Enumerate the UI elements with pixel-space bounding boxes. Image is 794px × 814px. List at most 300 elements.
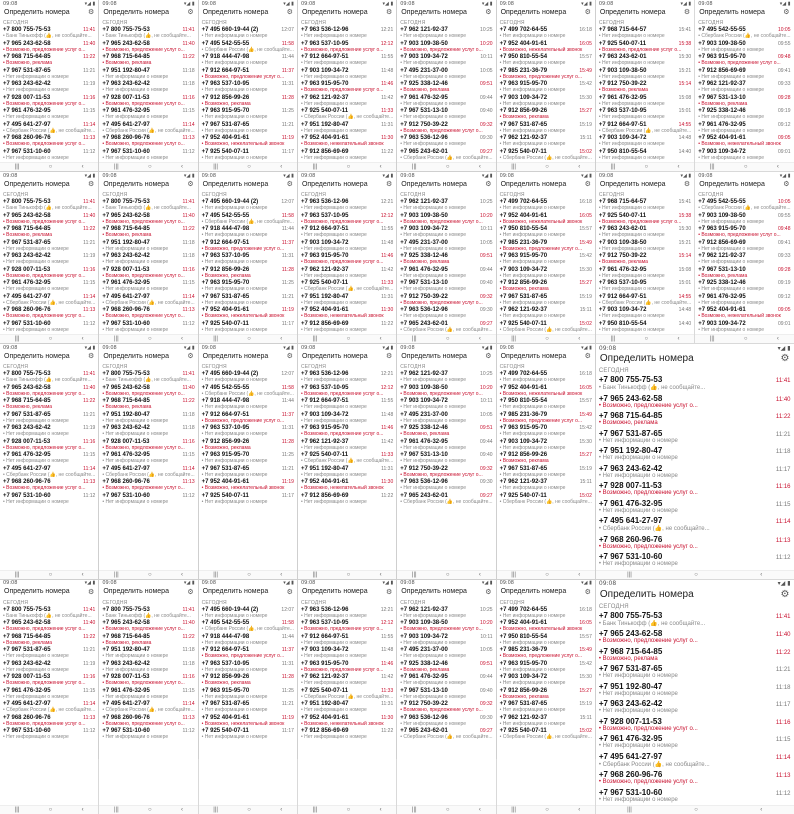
list-item[interactable] xyxy=(102,54,194,66)
back-icon[interactable]: ‹ xyxy=(280,164,282,170)
list-item[interactable] xyxy=(500,81,592,93)
back-icon[interactable]: ‹ xyxy=(181,572,183,578)
back-icon[interactable]: ‹ xyxy=(82,572,84,578)
list-item[interactable] xyxy=(301,647,393,659)
list-item[interactable] xyxy=(698,95,790,107)
list-item[interactable] xyxy=(698,68,790,80)
list-item[interactable] xyxy=(500,493,592,505)
home-icon[interactable]: ○ xyxy=(347,807,351,813)
list-item[interactable] xyxy=(500,715,592,727)
list-item[interactable] xyxy=(599,81,691,93)
menu-icon[interactable]: ||| xyxy=(511,164,516,170)
list-item[interactable] xyxy=(301,294,393,306)
list-item[interactable] xyxy=(500,280,592,292)
list-item[interactable] xyxy=(3,213,95,225)
list-item[interactable] xyxy=(202,607,294,619)
back-icon[interactable]: ‹ xyxy=(479,807,481,813)
list-item[interactable] xyxy=(102,371,194,383)
list-item[interactable] xyxy=(301,213,393,225)
list-item[interactable] xyxy=(3,479,95,491)
list-item[interactable] xyxy=(599,226,691,238)
back-icon[interactable]: ‹ xyxy=(479,164,481,170)
list-item[interactable] xyxy=(599,552,791,567)
list-item[interactable] xyxy=(301,41,393,53)
list-item[interactable] xyxy=(698,199,790,211)
list-item[interactable] xyxy=(599,629,791,644)
list-item[interactable] xyxy=(400,439,492,451)
list-item[interactable] xyxy=(202,466,294,478)
menu-icon[interactable]: ||| xyxy=(511,572,516,578)
list-item[interactable] xyxy=(3,715,95,727)
list-item[interactable] xyxy=(202,81,294,93)
list-item[interactable] xyxy=(301,81,393,93)
list-item[interactable] xyxy=(301,267,393,279)
list-item[interactable] xyxy=(102,321,194,333)
back-icon[interactable]: ‹ xyxy=(760,807,762,813)
list-item[interactable] xyxy=(599,122,691,134)
list-item[interactable] xyxy=(3,466,95,478)
list-item[interactable] xyxy=(400,108,492,120)
list-item[interactable] xyxy=(400,688,492,700)
list-item[interactable] xyxy=(202,108,294,120)
list-item[interactable] xyxy=(500,41,592,53)
list-item[interactable] xyxy=(500,385,592,397)
list-item[interactable] xyxy=(500,135,592,147)
list-item[interactable] xyxy=(202,307,294,319)
list-item[interactable] xyxy=(599,611,791,627)
list-item[interactable] xyxy=(698,307,790,319)
list-item[interactable] xyxy=(500,267,592,279)
menu-icon[interactable]: ||| xyxy=(412,336,417,342)
list-item[interactable] xyxy=(3,634,95,646)
menu-icon[interactable]: ||| xyxy=(213,807,218,813)
list-item[interactable] xyxy=(400,135,492,147)
list-item[interactable] xyxy=(400,240,492,252)
menu-icon[interactable]: ||| xyxy=(611,164,616,170)
list-item[interactable] xyxy=(599,664,791,679)
menu-icon[interactable]: ||| xyxy=(627,572,632,578)
list-item[interactable] xyxy=(3,149,95,161)
back-icon[interactable]: ‹ xyxy=(181,807,183,813)
list-item[interactable] xyxy=(3,280,95,292)
gear-icon[interactable]: ⚙ xyxy=(684,180,690,188)
list-item[interactable] xyxy=(202,253,294,265)
back-icon[interactable]: ‹ xyxy=(380,336,382,342)
list-item[interactable] xyxy=(599,149,691,161)
list-item[interactable] xyxy=(500,398,592,410)
list-item[interactable] xyxy=(102,213,194,225)
list-item[interactable] xyxy=(202,213,294,225)
list-item[interactable] xyxy=(102,661,194,673)
list-item[interactable] xyxy=(698,280,790,292)
list-item[interactable] xyxy=(500,674,592,686)
list-item[interactable] xyxy=(102,280,194,292)
gear-icon[interactable]: ⚙ xyxy=(187,352,193,360)
list-item[interactable] xyxy=(3,385,95,397)
list-item[interactable] xyxy=(202,452,294,464)
list-item[interactable] xyxy=(599,199,691,211)
list-item[interactable] xyxy=(102,149,194,161)
list-item[interactable] xyxy=(202,398,294,410)
list-item[interactable] xyxy=(400,294,492,306)
list-item[interactable] xyxy=(400,41,492,53)
list-item[interactable] xyxy=(400,412,492,424)
list-item[interactable] xyxy=(102,634,194,646)
list-item[interactable] xyxy=(3,122,95,134)
list-item[interactable] xyxy=(202,425,294,437)
list-item[interactable] xyxy=(102,95,194,107)
back-icon[interactable]: ‹ xyxy=(181,164,183,170)
gear-icon[interactable]: ⚙ xyxy=(187,8,193,16)
list-item[interactable] xyxy=(102,479,194,491)
list-item[interactable] xyxy=(202,280,294,292)
list-item[interactable] xyxy=(301,439,393,451)
list-item[interactable] xyxy=(698,81,790,93)
back-icon[interactable]: ‹ xyxy=(760,572,762,578)
list-item[interactable] xyxy=(3,95,95,107)
list-item[interactable] xyxy=(301,108,393,120)
list-item[interactable] xyxy=(202,54,294,66)
back-icon[interactable]: ‹ xyxy=(380,164,382,170)
back-icon[interactable]: ‹ xyxy=(777,164,779,170)
gear-icon[interactable]: ⚙ xyxy=(684,8,690,16)
list-item[interactable] xyxy=(3,294,95,306)
list-item[interactable] xyxy=(599,446,791,461)
menu-icon[interactable]: ||| xyxy=(313,807,318,813)
gear-icon[interactable]: ⚙ xyxy=(485,8,491,16)
list-item[interactable] xyxy=(500,213,592,225)
list-item[interactable] xyxy=(202,149,294,161)
list-item[interactable] xyxy=(698,27,790,39)
home-icon[interactable]: ○ xyxy=(446,164,450,170)
list-item[interactable] xyxy=(500,199,592,211)
back-icon[interactable]: ‹ xyxy=(578,807,580,813)
list-item[interactable] xyxy=(3,68,95,80)
list-item[interactable] xyxy=(102,267,194,279)
list-item[interactable] xyxy=(102,493,194,505)
list-item[interactable] xyxy=(3,108,95,120)
list-item[interactable] xyxy=(400,321,492,333)
list-item[interactable] xyxy=(3,439,95,451)
list-item[interactable] xyxy=(400,95,492,107)
list-item[interactable] xyxy=(500,439,592,451)
list-item[interactable] xyxy=(3,240,95,252)
list-item[interactable] xyxy=(102,81,194,93)
list-item[interactable] xyxy=(3,398,95,410)
list-item[interactable] xyxy=(102,701,194,713)
list-item[interactable] xyxy=(599,267,691,279)
list-item[interactable] xyxy=(500,54,592,66)
list-item[interactable] xyxy=(301,385,393,397)
list-item[interactable] xyxy=(3,412,95,424)
back-icon[interactable]: ‹ xyxy=(280,807,282,813)
list-item[interactable] xyxy=(102,466,194,478)
list-item[interactable] xyxy=(599,375,791,391)
menu-icon[interactable]: ||| xyxy=(15,807,20,813)
gear-icon[interactable]: ⚙ xyxy=(88,588,94,596)
list-item[interactable] xyxy=(301,226,393,238)
home-icon[interactable]: ○ xyxy=(247,336,251,342)
list-item[interactable] xyxy=(698,135,790,147)
list-item[interactable] xyxy=(400,728,492,740)
menu-icon[interactable]: ||| xyxy=(412,807,417,813)
list-item[interactable] xyxy=(400,385,492,397)
list-item[interactable] xyxy=(400,466,492,478)
list-item[interactable] xyxy=(102,647,194,659)
list-item[interactable] xyxy=(102,68,194,80)
list-item[interactable] xyxy=(301,398,393,410)
list-item[interactable] xyxy=(3,81,95,93)
list-item[interactable] xyxy=(400,715,492,727)
list-item[interactable] xyxy=(400,199,492,211)
list-item[interactable] xyxy=(698,213,790,225)
gear-icon[interactable]: ⚙ xyxy=(386,180,392,188)
list-item[interactable] xyxy=(102,398,194,410)
back-icon[interactable]: ‹ xyxy=(280,572,282,578)
list-item[interactable] xyxy=(400,701,492,713)
menu-icon[interactable]: ||| xyxy=(15,572,20,578)
list-item[interactable] xyxy=(599,253,691,265)
list-item[interactable] xyxy=(202,41,294,53)
list-item[interactable] xyxy=(301,674,393,686)
gear-icon[interactable]: ⚙ xyxy=(783,180,789,188)
list-item[interactable] xyxy=(599,752,791,768)
list-item[interactable] xyxy=(102,199,194,211)
list-item[interactable] xyxy=(3,54,95,66)
list-item[interactable] xyxy=(202,479,294,491)
list-item[interactable] xyxy=(102,135,194,147)
list-item[interactable] xyxy=(102,688,194,700)
gear-icon[interactable]: ⚙ xyxy=(485,180,491,188)
back-icon[interactable]: ‹ xyxy=(578,336,580,342)
list-item[interactable] xyxy=(698,149,790,161)
back-icon[interactable]: ‹ xyxy=(678,164,680,170)
list-item[interactable] xyxy=(301,54,393,66)
list-item[interactable] xyxy=(500,634,592,646)
back-icon[interactable]: ‹ xyxy=(479,572,481,578)
home-icon[interactable]: ○ xyxy=(148,164,152,170)
home-icon[interactable]: ○ xyxy=(148,336,152,342)
back-icon[interactable]: ‹ xyxy=(82,164,84,170)
list-item[interactable] xyxy=(599,294,691,306)
list-item[interactable] xyxy=(301,479,393,491)
list-item[interactable] xyxy=(500,607,592,619)
menu-icon[interactable]: ||| xyxy=(710,336,715,342)
menu-icon[interactable]: ||| xyxy=(213,336,218,342)
gear-icon[interactable]: ⚙ xyxy=(187,588,193,596)
menu-icon[interactable]: ||| xyxy=(511,336,516,342)
list-item[interactable] xyxy=(102,412,194,424)
list-item[interactable] xyxy=(202,701,294,713)
gear-icon[interactable]: ⚙ xyxy=(783,8,789,16)
list-item[interactable] xyxy=(202,493,294,505)
list-item[interactable] xyxy=(301,493,393,505)
back-icon[interactable]: ‹ xyxy=(82,336,84,342)
list-item[interactable] xyxy=(599,516,791,532)
list-item[interactable] xyxy=(599,717,791,732)
list-item[interactable] xyxy=(202,728,294,740)
list-item[interactable] xyxy=(599,41,691,53)
home-icon[interactable]: ○ xyxy=(694,572,698,578)
list-item[interactable] xyxy=(400,398,492,410)
home-icon[interactable]: ○ xyxy=(744,336,748,342)
list-item[interactable] xyxy=(698,122,790,134)
list-item[interactable] xyxy=(202,199,294,211)
list-item[interactable] xyxy=(599,280,691,292)
menu-icon[interactable]: ||| xyxy=(114,336,119,342)
list-item[interactable] xyxy=(102,307,194,319)
list-item[interactable] xyxy=(3,452,95,464)
gear-icon[interactable]: ⚙ xyxy=(386,8,392,16)
list-item[interactable] xyxy=(301,149,393,161)
list-item[interactable] xyxy=(202,412,294,424)
list-item[interactable] xyxy=(301,452,393,464)
list-item[interactable] xyxy=(202,385,294,397)
list-item[interactable] xyxy=(3,647,95,659)
list-item[interactable] xyxy=(400,647,492,659)
list-item[interactable] xyxy=(400,27,492,39)
gear-icon[interactable]: ⚙ xyxy=(585,8,591,16)
list-item[interactable] xyxy=(202,122,294,134)
gear-icon[interactable]: ⚙ xyxy=(485,352,491,360)
list-item[interactable] xyxy=(3,493,95,505)
list-item[interactable] xyxy=(202,240,294,252)
gear-icon[interactable]: ⚙ xyxy=(287,8,293,16)
list-item[interactable] xyxy=(599,429,791,444)
list-item[interactable] xyxy=(500,661,592,673)
list-item[interactable] xyxy=(301,135,393,147)
home-icon[interactable]: ○ xyxy=(49,336,53,342)
list-item[interactable] xyxy=(599,481,791,496)
list-item[interactable] xyxy=(500,95,592,107)
list-item[interactable] xyxy=(301,715,393,727)
home-icon[interactable]: ○ xyxy=(545,572,549,578)
list-item[interactable] xyxy=(599,321,691,333)
list-item[interactable] xyxy=(698,108,790,120)
list-item[interactable] xyxy=(599,95,691,107)
list-item[interactable] xyxy=(500,466,592,478)
list-item[interactable] xyxy=(400,661,492,673)
list-item[interactable] xyxy=(3,701,95,713)
list-item[interactable] xyxy=(698,226,790,238)
list-item[interactable] xyxy=(599,68,691,80)
list-item[interactable] xyxy=(599,213,691,225)
list-item[interactable] xyxy=(698,253,790,265)
gear-icon[interactable]: ⚙ xyxy=(287,180,293,188)
list-item[interactable] xyxy=(202,95,294,107)
list-item[interactable] xyxy=(301,620,393,632)
list-item[interactable] xyxy=(500,452,592,464)
list-item[interactable] xyxy=(3,135,95,147)
list-item[interactable] xyxy=(599,699,791,714)
list-item[interactable] xyxy=(500,27,592,39)
back-icon[interactable]: ‹ xyxy=(479,336,481,342)
list-item[interactable] xyxy=(500,122,592,134)
list-item[interactable] xyxy=(301,728,393,740)
list-item[interactable] xyxy=(500,307,592,319)
menu-icon[interactable]: ||| xyxy=(114,164,119,170)
list-item[interactable] xyxy=(102,728,194,740)
list-item[interactable] xyxy=(102,253,194,265)
list-item[interactable] xyxy=(400,267,492,279)
list-item[interactable] xyxy=(3,226,95,238)
list-item[interactable] xyxy=(102,41,194,53)
menu-icon[interactable]: ||| xyxy=(611,336,616,342)
list-item[interactable] xyxy=(500,321,592,333)
list-item[interactable] xyxy=(3,607,95,619)
menu-icon[interactable]: ||| xyxy=(213,164,218,170)
list-item[interactable] xyxy=(102,108,194,120)
list-item[interactable] xyxy=(500,253,592,265)
list-item[interactable] xyxy=(400,280,492,292)
home-icon[interactable]: ○ xyxy=(744,164,748,170)
list-item[interactable] xyxy=(301,240,393,252)
back-icon[interactable]: ‹ xyxy=(380,807,382,813)
list-item[interactable] xyxy=(599,464,791,479)
list-item[interactable] xyxy=(3,674,95,686)
menu-icon[interactable]: ||| xyxy=(511,807,516,813)
list-item[interactable] xyxy=(202,439,294,451)
list-item[interactable] xyxy=(202,321,294,333)
gear-icon[interactable]: ⚙ xyxy=(585,180,591,188)
home-icon[interactable]: ○ xyxy=(446,807,450,813)
home-icon[interactable]: ○ xyxy=(49,164,53,170)
list-item[interactable] xyxy=(500,294,592,306)
list-item[interactable] xyxy=(698,41,790,53)
home-icon[interactable]: ○ xyxy=(446,572,450,578)
list-item[interactable] xyxy=(3,688,95,700)
menu-icon[interactable]: ||| xyxy=(313,336,318,342)
list-item[interactable] xyxy=(3,27,95,39)
list-item[interactable] xyxy=(202,620,294,632)
list-item[interactable] xyxy=(301,688,393,700)
gear-icon[interactable]: ⚙ xyxy=(88,8,94,16)
list-item[interactable] xyxy=(3,267,95,279)
home-icon[interactable]: ○ xyxy=(645,164,649,170)
list-item[interactable] xyxy=(400,607,492,619)
list-item[interactable] xyxy=(400,81,492,93)
list-item[interactable] xyxy=(599,734,791,749)
list-item[interactable] xyxy=(202,267,294,279)
list-item[interactable] xyxy=(202,294,294,306)
list-item[interactable] xyxy=(400,213,492,225)
list-item[interactable] xyxy=(500,647,592,659)
list-item[interactable] xyxy=(301,95,393,107)
list-item[interactable] xyxy=(102,425,194,437)
list-item[interactable] xyxy=(102,715,194,727)
list-item[interactable] xyxy=(3,307,95,319)
list-item[interactable] xyxy=(599,411,791,426)
list-item[interactable] xyxy=(301,634,393,646)
home-icon[interactable]: ○ xyxy=(545,164,549,170)
list-item[interactable] xyxy=(301,321,393,333)
home-icon[interactable]: ○ xyxy=(545,336,549,342)
home-icon[interactable]: ○ xyxy=(545,807,549,813)
list-item[interactable] xyxy=(102,122,194,134)
back-icon[interactable]: ‹ xyxy=(280,336,282,342)
home-icon[interactable]: ○ xyxy=(148,572,152,578)
list-item[interactable] xyxy=(3,425,95,437)
home-icon[interactable]: ○ xyxy=(247,807,251,813)
list-item[interactable] xyxy=(500,728,592,740)
list-item[interactable] xyxy=(301,122,393,134)
list-item[interactable] xyxy=(400,226,492,238)
list-item[interactable] xyxy=(301,199,393,211)
home-icon[interactable]: ○ xyxy=(49,807,53,813)
list-item[interactable] xyxy=(400,634,492,646)
list-item[interactable] xyxy=(202,647,294,659)
list-item[interactable] xyxy=(599,135,691,147)
